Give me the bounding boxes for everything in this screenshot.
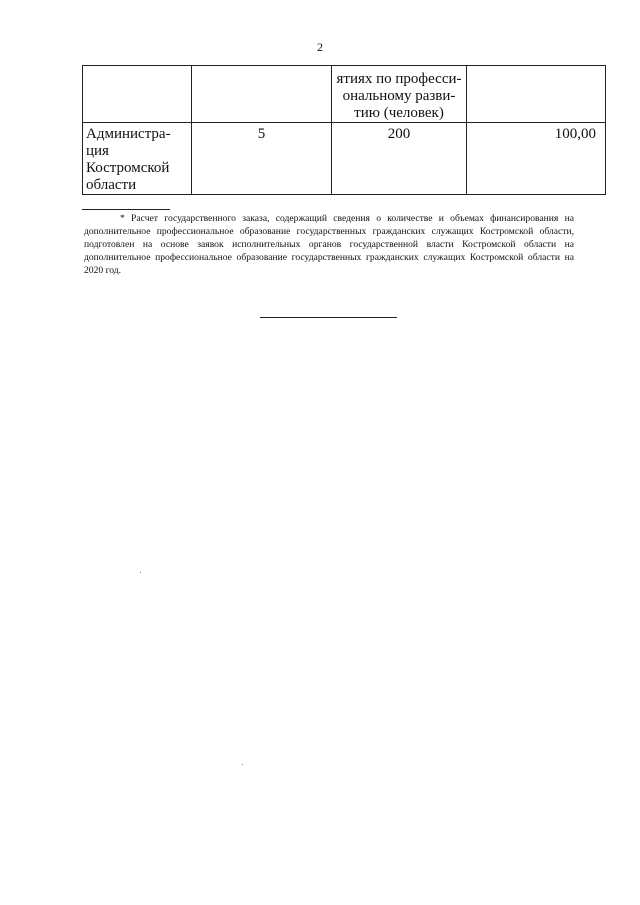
table-row <box>83 123 606 195</box>
count-cell <box>192 123 332 195</box>
page-number: 2 <box>317 40 323 54</box>
scan-speck <box>242 764 243 765</box>
org-line: ция <box>86 143 109 159</box>
org-line: Администра- <box>86 126 171 142</box>
header-cell-1 <box>83 66 192 123</box>
footnote-text: * Расчет государственного заказа, содержащий сведения о количестве и объемах финансирования на дополнительное профессиональное образование государственных гражданских служащих Костромской области, подготовлен на основе заявок исполнительных органов государственной власти Костромской области на дополнительное профессиональное образование государственных гражданских служащих Костромской области на 2020 год. <box>84 213 574 276</box>
order-table <box>82 65 606 195</box>
amount-cell <box>467 123 606 195</box>
header-line: ональному разви- <box>342 88 456 104</box>
header-cell-4 <box>467 66 606 123</box>
count-value: 5 <box>257 126 266 142</box>
org-line: Костромской <box>86 160 170 176</box>
header-line: ятиях по професси- <box>336 71 462 87</box>
footnote-separator <box>82 209 170 210</box>
people-value: 200 <box>387 126 411 142</box>
scan-speck <box>140 572 141 573</box>
table-header-row <box>83 66 606 123</box>
people-cell <box>332 123 467 195</box>
header-line: тию (человек) <box>354 105 444 121</box>
org-line: области <box>86 177 137 193</box>
header-cell-3 <box>332 66 467 123</box>
amount-value: 100,00 <box>554 126 596 142</box>
end-of-document-line <box>260 317 397 318</box>
header-cell-2 <box>192 66 332 123</box>
org-cell <box>83 123 192 195</box>
